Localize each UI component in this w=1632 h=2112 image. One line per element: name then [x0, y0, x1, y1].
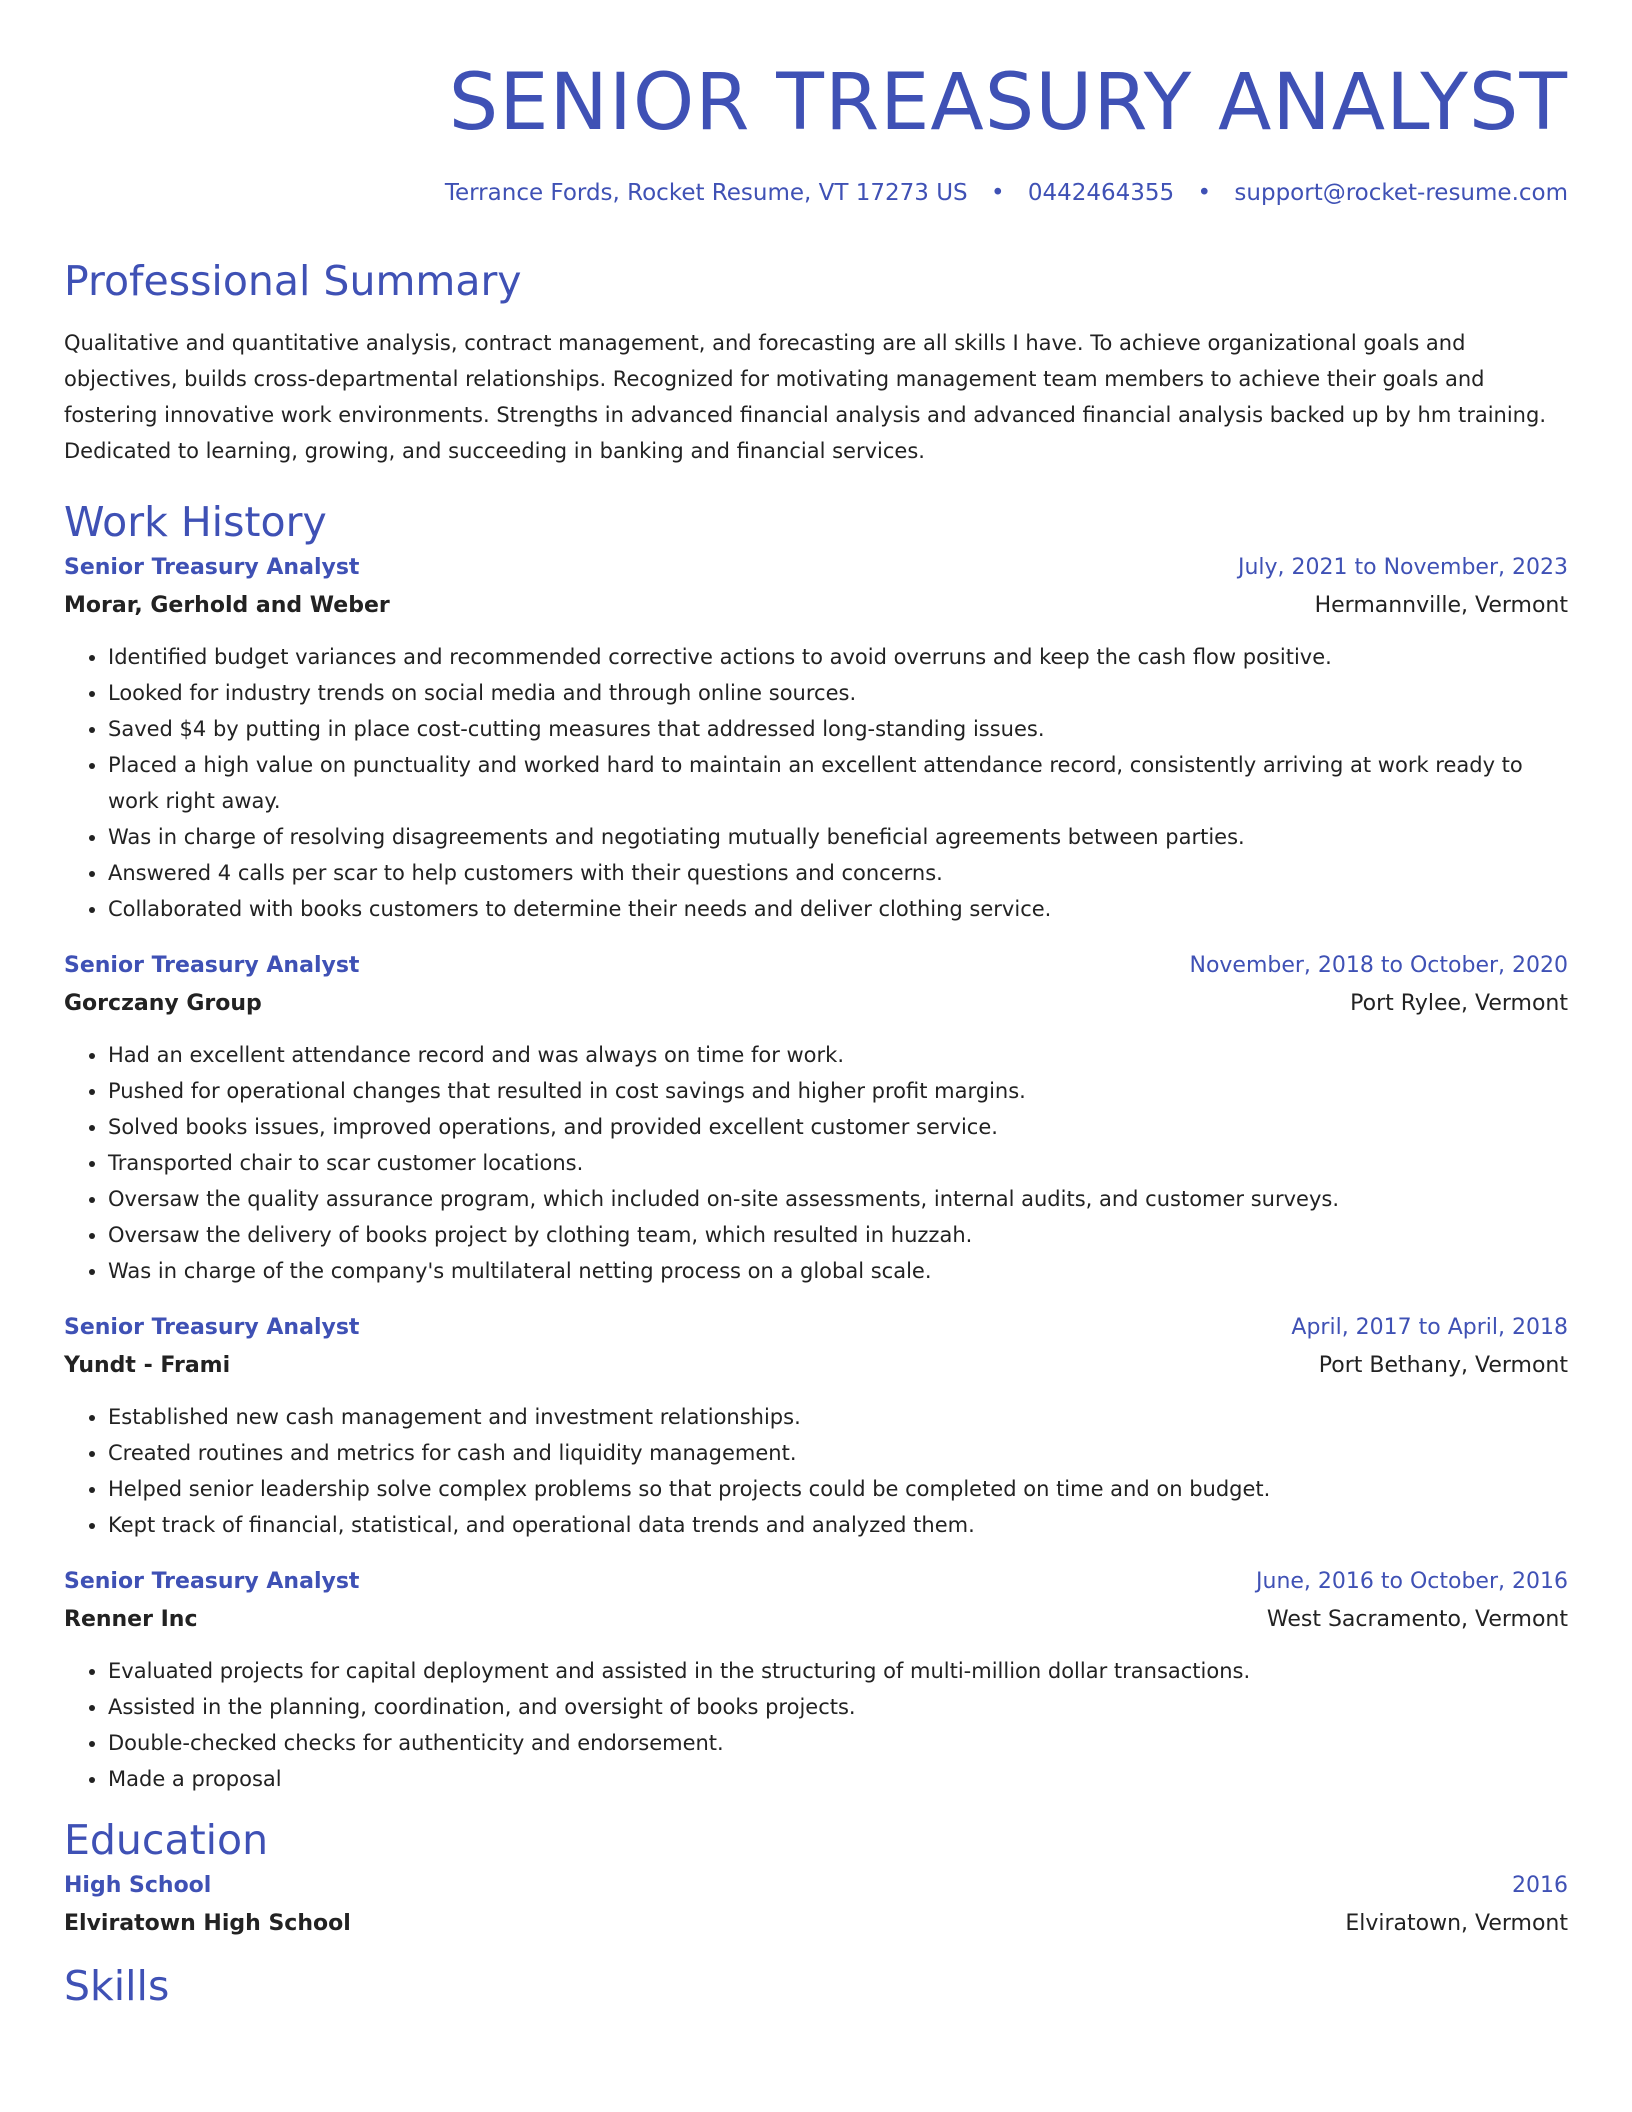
- job-company-row: [64, 1347, 1568, 1385]
- job-bullet: • Collaborated with books customers to determine their needs and deliver clothing service.: [108, 891, 1568, 927]
- job-bullet: • Double-checked checks for authenticity and endorsement.: [108, 1725, 1568, 1761]
- contact-separator: •: [1197, 180, 1212, 206]
- job-dates: April, 2017 to April, 2018: [1291, 1315, 1568, 1340]
- job-bullets: [64, 1653, 1568, 1797]
- job-location: Port Rylee, Vermont: [1350, 991, 1568, 1016]
- skills-section: [64, 1959, 1568, 2013]
- job-bullet: • Kept track of financial, statistical, and operational data trends and analyzed them.: [108, 1507, 1568, 1543]
- job-bullet: • Assisted in the planning, coordination, and oversight of books projects.: [108, 1689, 1568, 1725]
- education-degree: High School: [64, 1873, 212, 1898]
- job-bullet: • Had an excellent attendance record and was always on time for work.: [108, 1037, 1568, 1073]
- job-bullet: • Oversaw the quality assurance program, which included on-site assessments, internal audits, and customer surveys.: [108, 1181, 1568, 1217]
- job-bullet: • Solved books issues, improved operations, and provided excellent customer service.: [108, 1109, 1568, 1145]
- job-location: Hermannville, Vermont: [1314, 593, 1568, 618]
- job-role: Senior Treasury Analyst: [64, 1315, 360, 1340]
- resume-page: [64, 0, 1568, 2013]
- job-bullets: [64, 639, 1568, 927]
- summary-text: Qualitative and quantitative analysis, contract management, and forecasting are all skills I have. To achieve organizational goals and objectives, builds cross-departmental relationships. Recognized for motivating management team members to achieve their goals and fostering innovative work environments. Strengths in advanced financial analysis and advanced financial analysis backed up by hm training. Dedicated to learning, growing, and succeeding in banking and financial services.: [64, 331, 1546, 463]
- contact-separator: •: [990, 180, 1005, 206]
- job-company: Renner Inc: [64, 1607, 198, 1632]
- job-entry: [64, 947, 1568, 1289]
- job-company: Gorczany Group: [64, 991, 262, 1016]
- job-bullet: • Established new cash management and investment relationships.: [108, 1399, 1568, 1435]
- job-company: Morar, Gerhold and Weber: [64, 593, 390, 618]
- education-location: Elviratown, Vermont: [1345, 1911, 1568, 1936]
- job-entry: [64, 1309, 1568, 1543]
- job-location: West Sacramento, Vermont: [1266, 1607, 1568, 1632]
- summary-heading: Professional Summary: [64, 257, 522, 305]
- contact-line: [64, 178, 1568, 208]
- contact-email[interactable]: support@rocket-resume.com: [1234, 180, 1568, 206]
- job-bullet: • Answered 4 calls per scar to help customers with their questions and concerns.: [108, 855, 1568, 891]
- education-header-row: [64, 1867, 1568, 1905]
- job-company: Yundt - Frami: [64, 1353, 231, 1378]
- work-history-section: [64, 495, 1568, 1797]
- job-location: Port Bethany, Vermont: [1318, 1353, 1568, 1378]
- job-company-row: [64, 1601, 1568, 1639]
- education-heading: Education: [64, 1816, 269, 1864]
- job-bullet: • Was in charge of resolving disagreements and negotiating mutually beneficial agreements between parties.: [108, 819, 1568, 855]
- education-section: [64, 1813, 1568, 1943]
- job-bullet: • Pushed for operational changes that resulted in cost savings and higher profit margins.: [108, 1073, 1568, 1109]
- skills-heading: Skills: [64, 1962, 170, 2010]
- job-header-row: [64, 549, 1568, 587]
- job-bullet: • Made a proposal: [108, 1761, 1568, 1797]
- job-bullet: • Oversaw the delivery of books project by clothing team, which resulted in huzzah.: [108, 1217, 1568, 1253]
- job-dates: June, 2016 to October, 2016: [1256, 1569, 1568, 1594]
- job-bullets: [64, 1037, 1568, 1289]
- education-school-row: [64, 1905, 1568, 1943]
- job-bullet: • Was in charge of the company's multilateral netting process on a global scale.: [108, 1253, 1568, 1289]
- education-entry: [64, 1867, 1568, 1943]
- job-bullets: [64, 1399, 1568, 1543]
- job-bullet: • Created routines and metrics for cash and liquidity management.: [108, 1435, 1568, 1471]
- work-history-heading: Work History: [64, 498, 327, 546]
- contact-phone: 0442464355: [1027, 180, 1175, 206]
- job-company-row: [64, 985, 1568, 1023]
- job-role: Senior Treasury Analyst: [64, 1569, 360, 1594]
- resume-header: [64, 0, 1568, 208]
- job-entry: [64, 1563, 1568, 1797]
- contact-address: Terrance Fords, Rocket Resume, VT 17273 US: [444, 180, 968, 206]
- education-school: Elviratown High School: [64, 1911, 351, 1936]
- job-bullet: • Looked for industry trends on social media and through online sources.: [108, 675, 1568, 711]
- job-role: Senior Treasury Analyst: [64, 953, 360, 978]
- job-header-row: [64, 1309, 1568, 1347]
- job-bullet: • Placed a high value on punctuality and worked hard to maintain an excellent attendance record, consistently arriving at work ready to work right away.: [108, 747, 1568, 819]
- job-company-row: [64, 587, 1568, 625]
- job-bullet: • Identified budget variances and recommended corrective actions to avoid overruns and keep the cash flow positive.: [108, 639, 1568, 675]
- job-bullet: • Helped senior leadership solve complex problems so that projects could be completed on time and on budget.: [108, 1471, 1568, 1507]
- job-entry: [64, 549, 1568, 927]
- job-bullet: • Saved $4 by putting in place cost-cutting measures that addressed long-standing issues.: [108, 711, 1568, 747]
- job-bullet: • Transported chair to scar customer locations.: [108, 1145, 1568, 1181]
- job-dates: July, 2021 to November, 2023: [1237, 555, 1568, 580]
- job-header-row: [64, 1563, 1568, 1601]
- resume-title: SENIOR TREASURY ANALYST: [448, 58, 1568, 148]
- job-header-row: [64, 947, 1568, 985]
- education-year: 2016: [1512, 1873, 1568, 1898]
- summary-section: [64, 254, 1568, 469]
- job-bullet: • Evaluated projects for capital deployment and assisted in the structuring of multi-million dollar transactions.: [108, 1653, 1568, 1689]
- job-role: Senior Treasury Analyst: [64, 555, 360, 580]
- job-dates: November, 2018 to October, 2020: [1189, 953, 1568, 978]
